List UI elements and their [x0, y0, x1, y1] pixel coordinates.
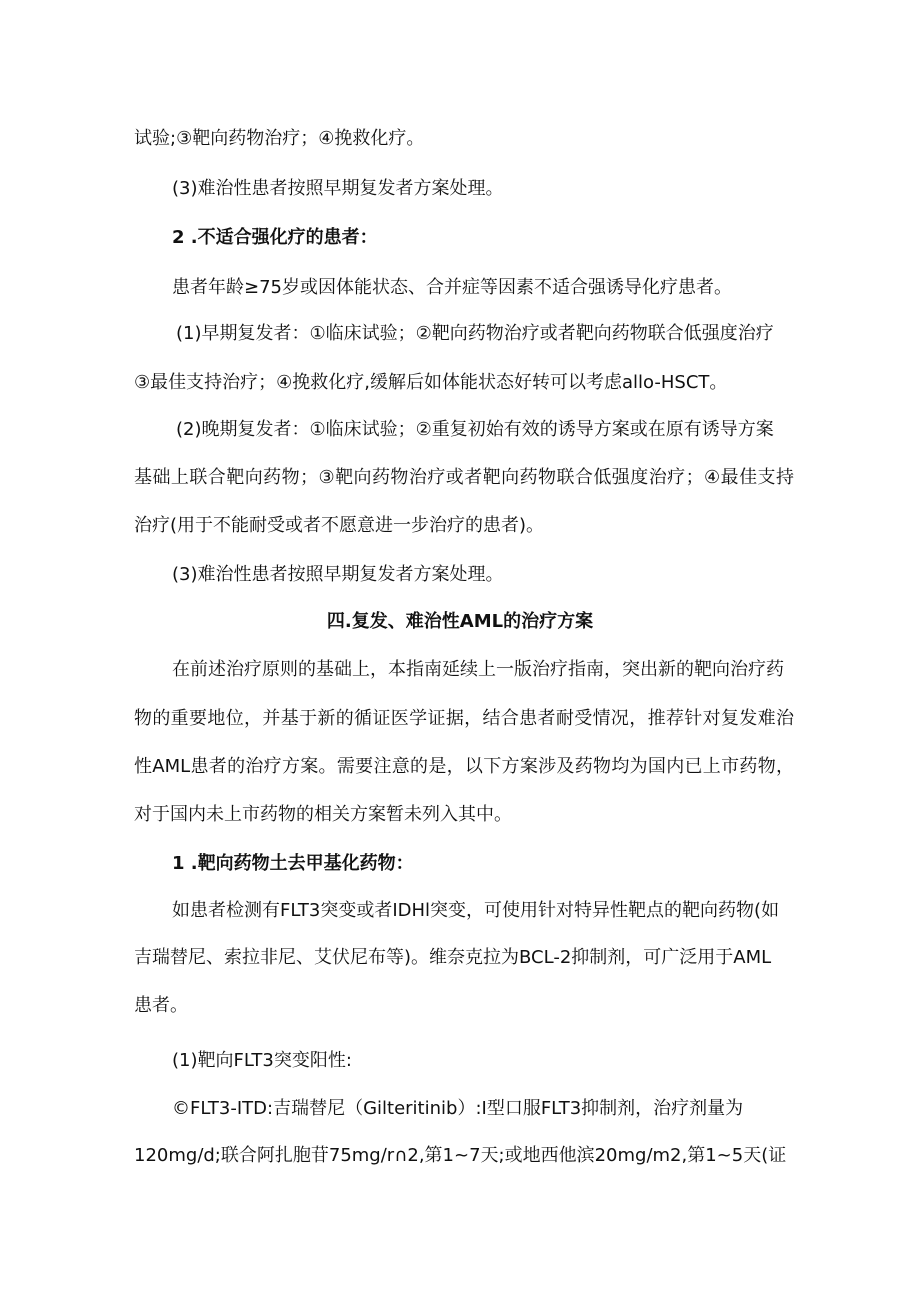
- text-line-6: ③最佳支持治疗；④挽救化疗,缓解后如体能状态好转可以考虑allo-HSCT。: [134, 372, 728, 393]
- section-heading-2: 2 .不适合强化疗的患者：: [172, 227, 378, 248]
- text-line-4: 患者年龄≥75岁或因体能状态、合并症等因素不适合强诱导化疗患者。: [172, 277, 732, 298]
- text-line-2: (3)难治性患者按照早期复发者方案处理。: [172, 178, 504, 199]
- text-line-19: 患者。: [134, 995, 188, 1016]
- text-line-12: 在前述治疗原则的基础上，本指南延续上一版治疗指南，突出新的靶向治疗药: [172, 659, 784, 680]
- text-line-8: 基础上联合靶向药物；③靶向药物治疗或者靶向药物联合低强度治疗；④最佳支持: [134, 467, 794, 488]
- text-line-13: 物的重要地位，并基于新的循证医学证据，结合患者耐受情况，推荐针对复发难治: [134, 708, 794, 729]
- text-line-14: 性AML患者的治疗方案。需要注意的是，以下方案涉及药物均为国内已上市药物，: [134, 756, 794, 777]
- text-line-1: 试验;③靶向药物治疗；④挽救化疗。: [134, 128, 425, 149]
- section-heading-1: 1 .靶向药物土去甲基化药物：: [172, 853, 414, 874]
- text-line-9: 治疗(用于不能耐受或者不愿意进一步治疗的患者)。: [134, 515, 545, 536]
- text-line-15: 对于国内未上市药物的相关方案暂未列入其中。: [134, 804, 512, 825]
- text-line-7: (2)晚期复发者：①临床试验；②重复初始有效的诱导方案或在原有诱导方案: [176, 419, 774, 440]
- text-line-22: 120mg/d;联合阿扎胞苷75mg∕r∩2,第1~7天;或地西他滨20mg/m2,第1~5天(证: [134, 1145, 787, 1166]
- text-line-18: 吉瑞替尼、索拉非尼、艾伏尼布等)。维奈克拉为BCL-2抑制剂，可广泛用于AML: [134, 947, 772, 968]
- text-line-10: (3)难治性患者按照早期复发者方案处理。: [172, 564, 504, 585]
- text-line-17: 如患者检测有FLT3突变或者IDHl突变，可使用针对特异性靶点的靶向药物(如: [172, 900, 780, 921]
- section-heading-4: 四.复发、难治性AML的治疗方案: [326, 611, 594, 632]
- text-line-5: (1)早期复发者：①临床试验；②靶向药物治疗或者靶向药物联合低强度治疗: [176, 323, 774, 344]
- text-line-21: ©FLT3-ITD:吉瑞替尼（Gilteritinib）:I型口服FLT3抑制剂，治疗剂量为: [172, 1098, 744, 1119]
- text-line-20: (1)靶向FLT3突变阳性:: [172, 1050, 352, 1071]
